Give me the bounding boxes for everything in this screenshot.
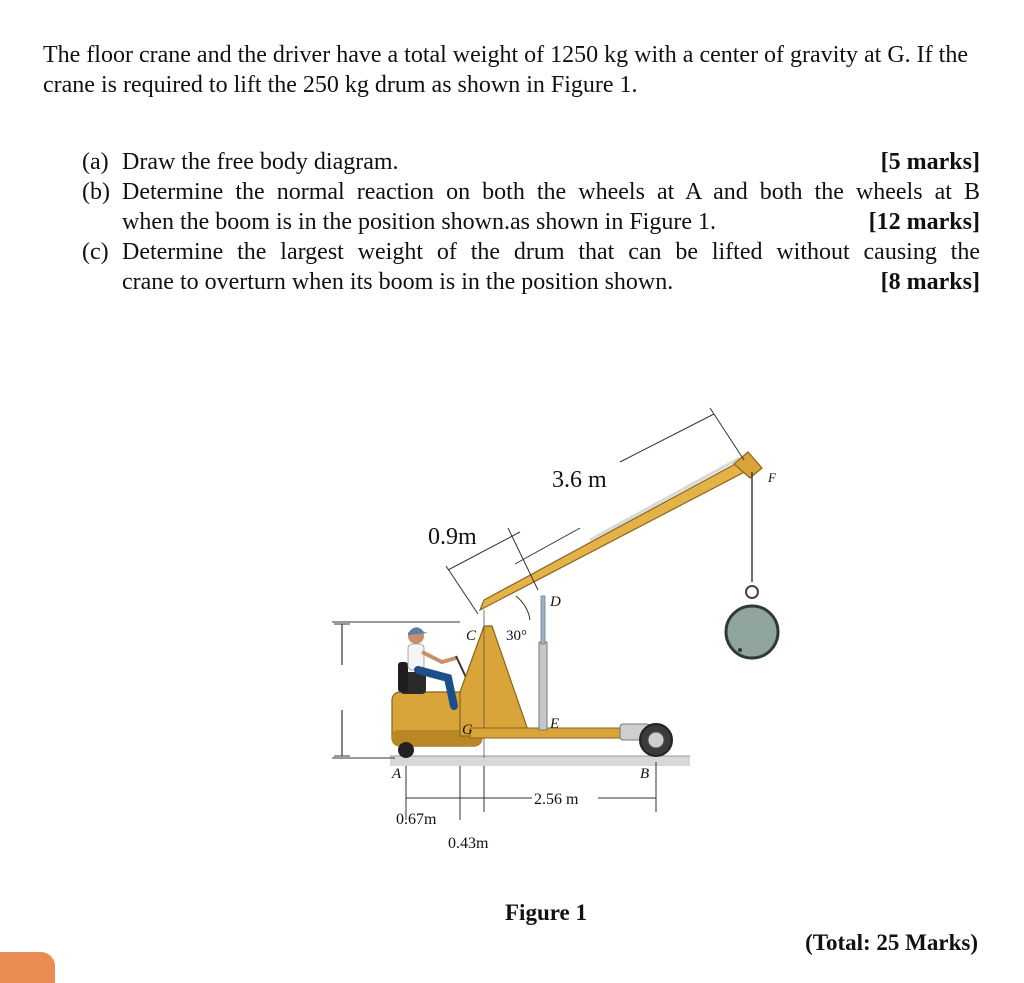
question-b-line-2: when the boom is in the position shown.as shown in Figure 1. [12 marks] (122, 209, 980, 235)
label-point-a: A (392, 766, 402, 782)
hydraulic-rod (541, 596, 545, 644)
question-b-line-1: Determine the normal reaction on both the wheels at A and both the wheels at B (122, 179, 980, 205)
label-dim-043: 0.43m (448, 835, 489, 852)
total-marks: (Total: 25 Marks) (805, 930, 978, 955)
crane-figure (320, 400, 780, 870)
ground (390, 756, 690, 766)
label-dim-067: 0.67m (396, 811, 437, 828)
angle-arc (516, 596, 530, 620)
question-a-label: (a) (82, 149, 109, 175)
figure-caption: Figure 1 (505, 900, 587, 925)
question-c-marks: [8 marks] (880, 269, 980, 295)
label-boom-length: 3.6 m (552, 467, 607, 493)
drum (726, 606, 778, 658)
drum-bolt (738, 648, 742, 652)
question-a-line-1: Draw the free body diagram. (122, 149, 399, 175)
label-point-c: C (466, 628, 477, 644)
rear-wheel (398, 742, 414, 758)
question-b-label: (b) (82, 179, 110, 205)
label-point-b: B (640, 766, 650, 782)
cd-dim-tick-c (446, 566, 478, 614)
label-point-d: D (550, 594, 561, 610)
driver-arm (422, 652, 456, 662)
question-c-line-2: crane to overturn when its boom is in the position shown. [8 marks] (122, 269, 980, 295)
question-c-label: (c) (82, 239, 109, 265)
label-cd-length: 0.9m (428, 524, 477, 550)
label-point-g: G (462, 722, 473, 738)
question-b-marks: [12 marks] (868, 209, 980, 235)
corner-tab[interactable] (0, 952, 55, 983)
label-dim-256: 2.56 m (534, 791, 579, 808)
label-point-e: E (550, 716, 560, 732)
question-a (82, 147, 980, 177)
question-b (82, 177, 980, 237)
boom-dim-line-b (620, 414, 714, 462)
question-c-line-1: Determine the largest weight of the drum that can be lifted without causing the (122, 239, 980, 265)
hydraulic-cylinder (539, 642, 547, 730)
hook (746, 586, 758, 598)
label-angle: 30° (506, 628, 527, 644)
label-point-f: F (768, 470, 776, 485)
question-c (82, 237, 980, 297)
problem-statement: The floor crane and the driver have a total weight of 1250 kg with a center of gravity at G. If the crane is required to lift the 250 kg drum as shown in Figure 1. (43, 42, 968, 98)
seat-back (398, 662, 408, 692)
front-wheel-hub (648, 732, 664, 748)
boom (480, 456, 756, 610)
boom-extension-line (590, 458, 740, 540)
boom-dim-tick-f (710, 408, 744, 460)
driver-shirt (408, 644, 424, 670)
question-a-marks: [5 marks] (880, 149, 980, 175)
driver-cap (408, 627, 428, 635)
